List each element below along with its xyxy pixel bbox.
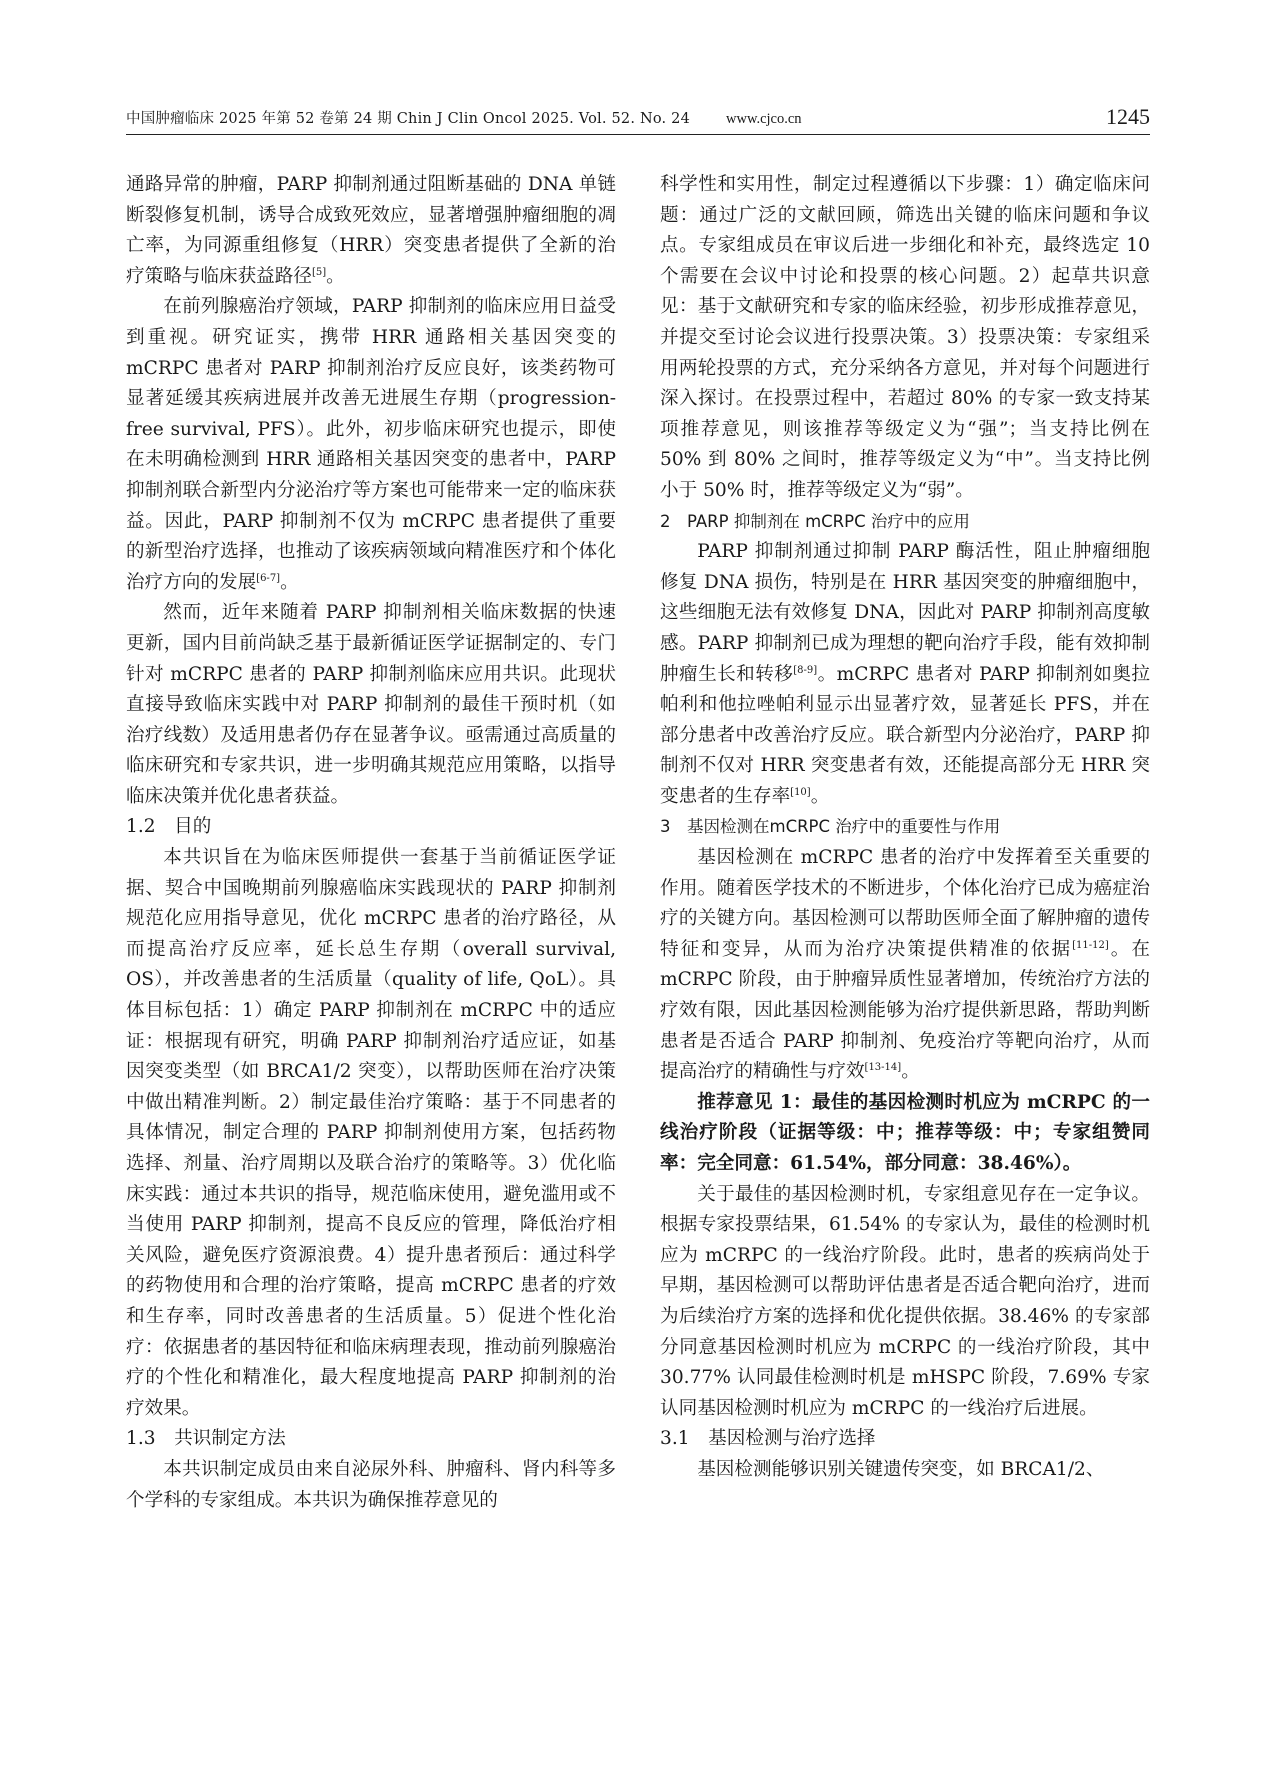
section-heading: 2 PARP 抑制剂在 mCRPC 治疗中的应用 bbox=[660, 511, 970, 531]
section-heading: 1.3 共识制定方法 bbox=[126, 1428, 286, 1450]
section-heading: 3.1 基因检测与治疗选择 bbox=[660, 1428, 876, 1450]
citation: [5] bbox=[311, 266, 327, 278]
citation: [11-12] bbox=[1072, 939, 1109, 951]
paragraph: 然而，近年来随着 PARP 抑制剂相关临床数据的快速更新，国内目前尚缺乏基于最新循证医学证据制定的、专门针对 mCRPC 患者的 PARP 抑制剂临床应用共识。此现状直接导致临床实践中对 PARP 抑制剂的最佳干预时机（如治疗线数）及适用患者仍存在显著争议。亟需通过高质量的临床研究和专家共识，进一步明确其规范应用策略，以指导临床决策并优化患者获益。 bbox=[126, 602, 616, 807]
recommendation: 推荐意见 1：最佳的基因检测时机应为 mCRPC 的一线治疗阶段（证据等级：中；推荐等级：中；专家组赞同率：完全同意：61.54%，部分同意：38.46%）。 bbox=[660, 1091, 1150, 1174]
paragraph: PARP 抑制剂通过抑制 PARP 酶活性，阻止肿瘤细胞修复 DNA 损伤，特别是在 HRR 基因突变的肿瘤细胞中，这些细胞无法有效修复 DNA，因此对 PARP 抑制剂高度敏感。PARP 抑制剂已成为理想的靶向治疗手段，能有效抑制肿瘤生长和转移[8-9]。mCRPC 患者对 PARP 抑制剂如奥拉帕利和他拉唑帕利显示出显著疗效，显著延长 PFS，并在部分患者中改善治疗反应。联合新型内分泌治疗，PARP 抑制剂不仅对 HRR 突变患者有效，还能提高部分无 HRR 突变患者的生存率[10]。 bbox=[660, 541, 1150, 807]
citation: [10] bbox=[790, 786, 811, 798]
paragraph: 通路异常的肿瘤，PARP 抑制剂通过阻断基础的 DNA 单链断裂修复机制，诱导合成致死效应，显著增强肿瘤细胞的凋亡率，为同源重组修复（HRR）突变患者提供了全新的治疗策略与临床获益路径[5]。 bbox=[126, 174, 616, 287]
paragraph: 基因检测能够识别关键遗传突变，如 BRCA1/2、 bbox=[697, 1458, 1105, 1480]
running-header bbox=[126, 100, 1150, 135]
citation: [6-7] bbox=[256, 572, 281, 584]
paragraph: 本共识旨在为临床医师提供一套基于当前循证医学证据、契合中国晚期前列腺癌临床实践现状的 PARP 抑制剂规范化应用指导意见，优化 mCRPC 患者的治疗路径，从而提高治疗反应率，延长总生存期（overall survival, OS），并改善患者的生活质量（quality of life, QoL）。具体目标包括：1）确定 PARP 抑制剂在 mCRPC 中的适应证：根据现有研究，明确 PARP 抑制剂治疗适应证，如基因突变类型（如 BRCA1/2 突变），以帮助医师在治疗决策中做出精准判断。2）制定最佳治疗策略：基于不同患者的具体情况，制定合理的 PARP 抑制剂使用方案，包括药物选择、剂量、治疗周期以及联合治疗的策略等。3）优化临床实践：通过本共识的指导，规范临床使用，避免滥用或不当使用 PARP 抑制剂，提高不良反应的管理，降低治疗相关风险，避免医疗资源浪费。4）提升患者预后：通过科学的药物使用和合理的治疗策略，提高 mCRPC 患者的疗效和生存率，同时改善患者的生活质量。5）促进个性化治疗：依据患者的基因特征和临床病理表现，推动前列腺癌治疗的个性化和精准化，最大程度地提高 PARP 抑制剂的治疗效果。 bbox=[126, 847, 616, 1419]
citation: [13-14] bbox=[864, 1062, 902, 1074]
right-column bbox=[660, 170, 1150, 1486]
page-number: 1245 bbox=[1106, 104, 1150, 129]
paragraph: 关于最佳的基因检测时机，专家组意见存在一定争议。根据专家投票结果，61.54% 的专家认为，最佳的检测时机应为 mCRPC 的一线治疗阶段。此时，患者的疾病尚处于早期，基因检测可以帮助评估患者是否适合靶向治疗，进而为后续治疗方案的选择和优化提供依据。38.46% 的专家部分同意基因检测时机应为 mCRPC 的一线治疗阶段，其中 30.77% 认同最佳检测时机是 mHSPC 阶段，7.69% 专家认同基因检测时机应为 mCRPC 的一线治疗后进展。 bbox=[660, 1183, 1150, 1419]
paragraph: 科学性和实用性，制定过程遵循以下步骤：1）确定临床问题：通过广泛的文献回顾，筛选出关键的临床问题和争议点。专家组成员在审议后进一步细化和补充，最终选定 10 个需要在会议中讨论和投票的核心问题。2）起草共识意见：基于文献研究和专家的临床经验，初步形成推荐意见，并提交至讨论会议进行投票决策。3）投票决策：专家组采用两轮投票的方式，充分采纳各方意见，并对每个问题进行深入探讨。在投票过程中，若超过 80% 的专家一致支持某项推荐意见，则该推荐等级定义为“强”；当支持比例在 50% 到 80% 之间时，推荐等级定义为“中”。当支持比例小于 50% 时，推荐等级定义为“弱”。 bbox=[660, 174, 1150, 501]
citation: [8-9] bbox=[793, 664, 818, 676]
left-column bbox=[126, 170, 616, 1516]
journal-url: www.cjco.cn bbox=[726, 111, 802, 127]
section-heading: 3 基因检测在mCRPC 治疗中的重要性与作用 bbox=[660, 817, 1001, 837]
section-heading: 1.2 目的 bbox=[126, 816, 212, 838]
paragraph: 本共识制定成员由来自泌尿外科、肿瘤科、肾内科等多个学科的专家组成。本共识为确保推荐意见的 bbox=[126, 1458, 616, 1511]
paragraph: 基因检测在 mCRPC 患者的治疗中发挥着至关重要的作用。随着医学技术的不断进步，个体化治疗已成为癌症治疗的关键方向。基因检测可以帮助医师全面了解肿瘤的遗传特征和变异，从而为治疗决策提供精准的依据[11-12]。在 mCRPC 阶段，由于肿瘤异质性显著增加，传统治疗方法的疗效有限，因此基因检测能够为治疗提供新思路，帮助判断患者是否适合 PARP 抑制剂、免疫治疗等靶向治疗，从而提高治疗的精确性与疗效[13-14]。 bbox=[660, 847, 1150, 1083]
paragraph: 在前列腺癌治疗领域，PARP 抑制剂的临床应用日益受到重视。研究证实，携带 HRR 通路相关基因突变的 mCRPC 患者对 PARP 抑制剂治疗反应良好，该类药物可显著延缓其疾病进展并改善无进展生存期（progression-free survival, PFS）。此外，初步临床研究也提示，即使在未明确检测到 HRR 通路相关基因突变的患者中，PARP 抑制剂联合新型内分泌治疗等方案也可能带来一定的临床获益。因此，PARP 抑制剂不仅为 mCRPC 患者提供了重要的新型治疗选择，也推动了该疾病领域向精准医疗和个体化治疗方向的发展[6-7]。 bbox=[126, 296, 616, 593]
journal-citation: 中国肿瘤临床 2025 年第 52 卷第 24 期 Chin J Clin Oncol 2025. Vol. 52. No. 24 bbox=[126, 111, 690, 127]
